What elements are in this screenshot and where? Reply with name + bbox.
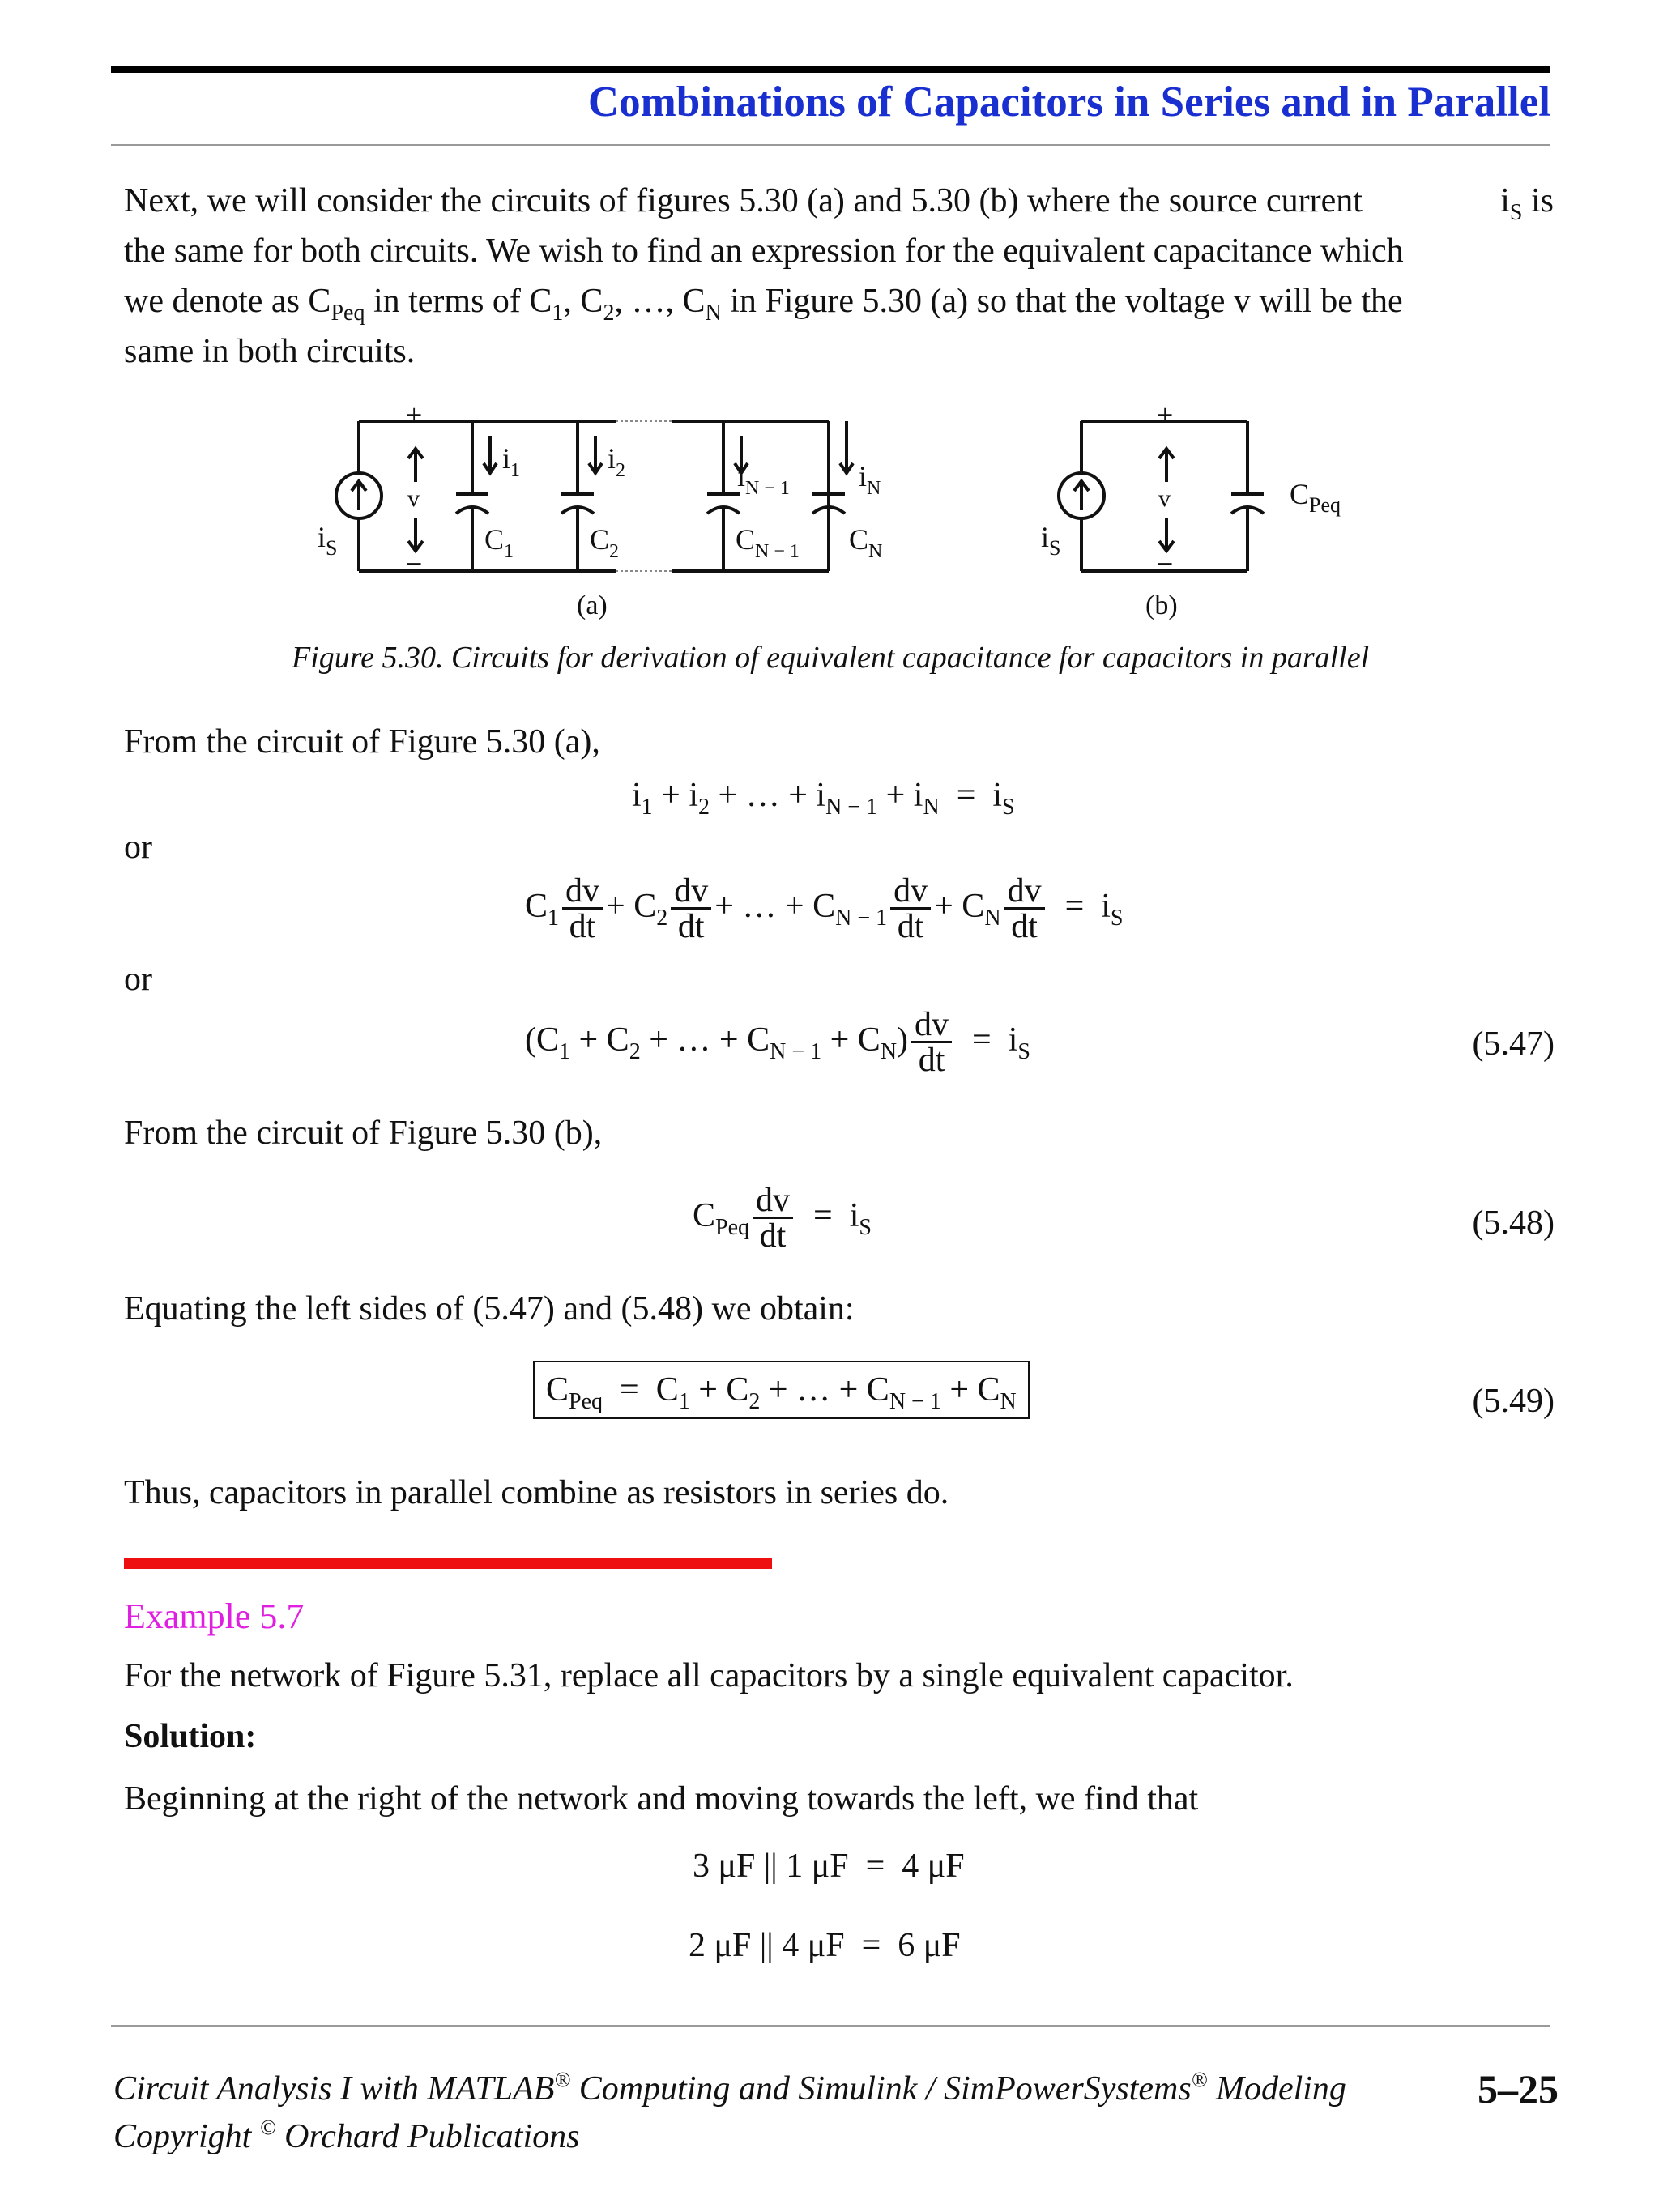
current-label-n: $i_N$ [859, 460, 881, 499]
cap-label-n-1: $C_{N - 1}$ [736, 523, 800, 562]
current-label-2: $i_2$ [608, 442, 626, 481]
footer-book-title: Circuit Analysis I with MATLAB® Computing and Simulink / SimPowerSystems® Modeling [113, 2068, 1346, 2108]
v-label-a: v [407, 485, 420, 512]
cap-label-1: $C_1$ [484, 523, 514, 562]
or-text-1: or [124, 829, 152, 866]
calc-line-2: 2 μF || 4 μF = 6 μF [689, 1927, 961, 1964]
equation-number-5-48: (5.48) [1472, 1204, 1555, 1242]
footer-divider [111, 2025, 1550, 2027]
header-divider [111, 144, 1550, 146]
equation-number-5-49: (5.49) [1472, 1383, 1555, 1420]
footer-copyright: Copyright © Orchard Publications [113, 2116, 580, 2155]
figure-caption: Figure 5.30. Circuits for derivation of equivalent capacitance for capacitors in parallel [292, 641, 1370, 675]
intro-line-3: we denote as $C_{Peq}$ in terms of $C_1$, $C_2$, …, $C_N$ in Figure 5.30 (a) so that the voltage v will be the [124, 283, 1403, 326]
intro-paragraph [124, 176, 1554, 377]
figure-label-b: (b) [1145, 590, 1178, 620]
from-circuit-a-text: From the circuit of Figure 5.30 (a), [124, 723, 600, 761]
source-label-a: $i_S$ [318, 521, 338, 560]
page-header-title: Combinations of Capacitors in Series and in Parallel [587, 79, 1550, 126]
figure-5-30 [308, 405, 1377, 632]
plus-sign-b: + [1157, 405, 1174, 431]
equation-kcl-currents: $i_1 + i_2$ + … + $i_{N - 1} + i_N = i_S$ [632, 777, 1015, 820]
equation-5-49-box: $C_{Peq} = C_1 + C_2$ + … + $C_{N - 1} + C_N$ [533, 1361, 1030, 1419]
minus-sign-a: − [406, 548, 423, 580]
solution-label: Solution: [124, 1718, 257, 1755]
from-circuit-b-text: From the circuit of Figure 5.30 (b), [124, 1115, 603, 1152]
cap-label-2: $C_2$ [590, 523, 620, 562]
example-title: Example 5.7 [124, 1596, 305, 1636]
ceq-label: $C_{Peq}$ [1290, 478, 1341, 517]
solution-intro-text: Beginning at the right of the network and moving towards the left, we find that [124, 1780, 1199, 1818]
calc-line-1: 3 μF || 1 μF = 4 μF [693, 1848, 965, 1885]
cap-label-n: $C_N$ [849, 523, 883, 562]
figure-label-a: (a) [577, 590, 608, 620]
current-label-n-1: $i_{N - 1}$ [737, 460, 790, 499]
equation-5-47: ($C_1 + C_2$ + … + $C_{N - 1} + C_N$) $\frac{dv}{dt}$ = $i_S$ [525, 1006, 1030, 1079]
source-label-b: $i_S$ [1041, 521, 1061, 560]
example-statement: For the network of Figure 5.31, replace all capacitors by a single equivalent capacitor. [124, 1657, 1294, 1694]
equation-5-48: $C_{Peq}$ $\frac{dv}{dt}$ = $i_S$ [693, 1182, 872, 1255]
equation-number-5-47: (5.47) [1472, 1025, 1555, 1063]
header-rule [111, 66, 1550, 73]
intro-line-2: the same for both circuits. We wish to find an expression for the equivalent capacitance which [124, 232, 1404, 270]
conclusion-text: Thus, capacitors in parallel combine as resistors in series do. [124, 1474, 949, 1511]
example-divider-bar [124, 1558, 772, 1569]
current-label-1: $i_1$ [502, 442, 521, 481]
intro-line-1-text: Next, we will consider the circuits of figures 5.30 (a) and 5.30 (b) where the source current [124, 182, 1371, 219]
intro-line-4: same in both circuits. [124, 333, 416, 370]
equating-text: Equating the left sides of (5.47) and (5.48) we obtain: [124, 1290, 855, 1328]
page-number: 5–25 [1478, 2066, 1559, 2112]
v-label-b: v [1158, 485, 1171, 512]
minus-sign-b: − [1157, 548, 1174, 580]
intro-line-1-symbol: $i_S$ is [1500, 182, 1554, 225]
plus-sign-a: + [406, 405, 423, 431]
or-text-2: or [124, 961, 152, 998]
equation-capacitor-currents: $C_1$ $\frac{dv}{dt}$ + $C_2$ $\frac{dv}{dt}$ + … + $C_{N - 1}$ $\frac{dv}{dt}$ + $C_N$ $\frac{dv}{dt}$ = $i_S$ [525, 872, 1124, 945]
intro-line-1 [124, 176, 1554, 226]
